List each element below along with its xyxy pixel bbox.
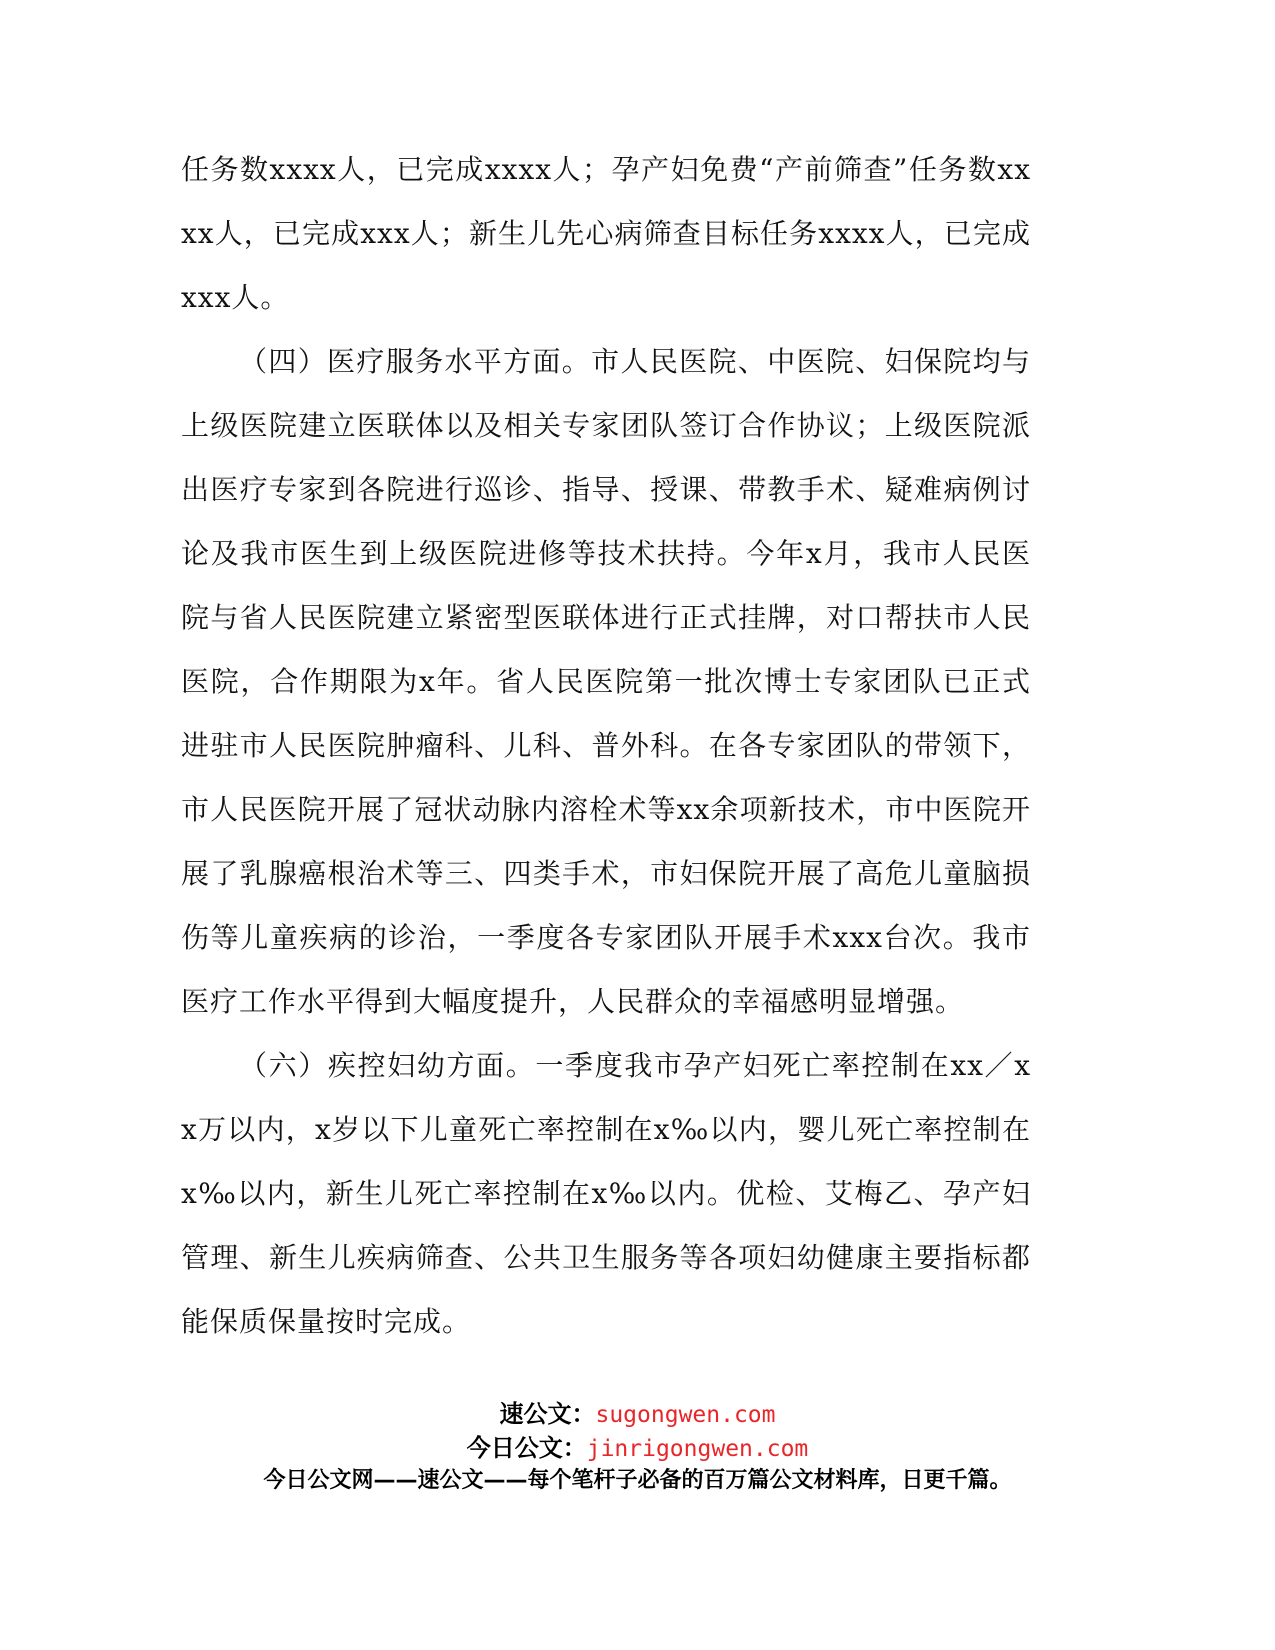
paragraph-disease-control-maternal-child: （六）疾控妇幼方面。一季度我市孕产妇死亡率控制在xx／xx万以内，x岁以下儿童死亡率控制在x‰以内，婴儿死亡率控制在x‰以内，新生儿死亡率控制在x‰以内。优检、艾梅乙、孕产妇管理、新生儿疾病筛查、公共卫生服务等各项妇幼健康主要指标都能保质保量按时完成。 <box>181 1049 1031 1338</box>
paragraph-medical-service-level: （四）医疗服务水平方面。市人民医院、中医院、妇保院均与上级医院建立医联体以及相关专家团队签订合作协议；上级医院派出医疗专家到各院进行巡诊、指导、授课、带教手术、疑难病例讨论及我市医生到上级医院进修等技术扶持。今年x月，我市人民医院与省人民医院建立紧密型医联体进行正式挂牌，对口帮扶市人民医院，合作期限为x年。省人民医院第一批次博士专家团队已正式进驻市人民医院肿瘤科、儿科、普外科。在各专家团队的带领下，市人民医院开展了冠状动脉内溶栓术等xx余项新技术，市中医院开展了乳腺癌根治术等三、四类手术，市妇保院开展了高危儿童脑损伤等儿童疾病的诊治，一季度各专家团队开展手术xxx台次。我市医疗工作水平得到大幅度提升，人民群众的幸福感明显增强。 <box>181 345 1031 1018</box>
footer-line-sugongwen <box>0 1398 1275 1432</box>
paragraph-task-counts: 任务数xxxx人，已完成xxxx人；孕产妇免费“产前筛查”任务数xxxx人，已完成xxx人；新生儿先心病筛查目标任务xxxx人，已完成xxx人。 <box>181 153 1031 314</box>
footer-link-sugongwen[interactable]: sugongwen.com <box>595 1402 776 1428</box>
footer-line-jinrigongwen <box>0 1432 1275 1466</box>
footer-label-sugongwen: 速公文： <box>499 1400 596 1428</box>
footer-tagline: 今日公文网——速公文——每个笔杆子必备的百万篇公文材料库，日更千篇。 <box>263 1468 1012 1493</box>
footer-link-jinrigongwen[interactable]: jinrigongwen.com <box>586 1436 809 1462</box>
document-body <box>181 138 1031 1354</box>
footer-label-jinrigongwen: 今日公文： <box>466 1434 587 1462</box>
footer-watermark <box>0 1398 1275 1496</box>
